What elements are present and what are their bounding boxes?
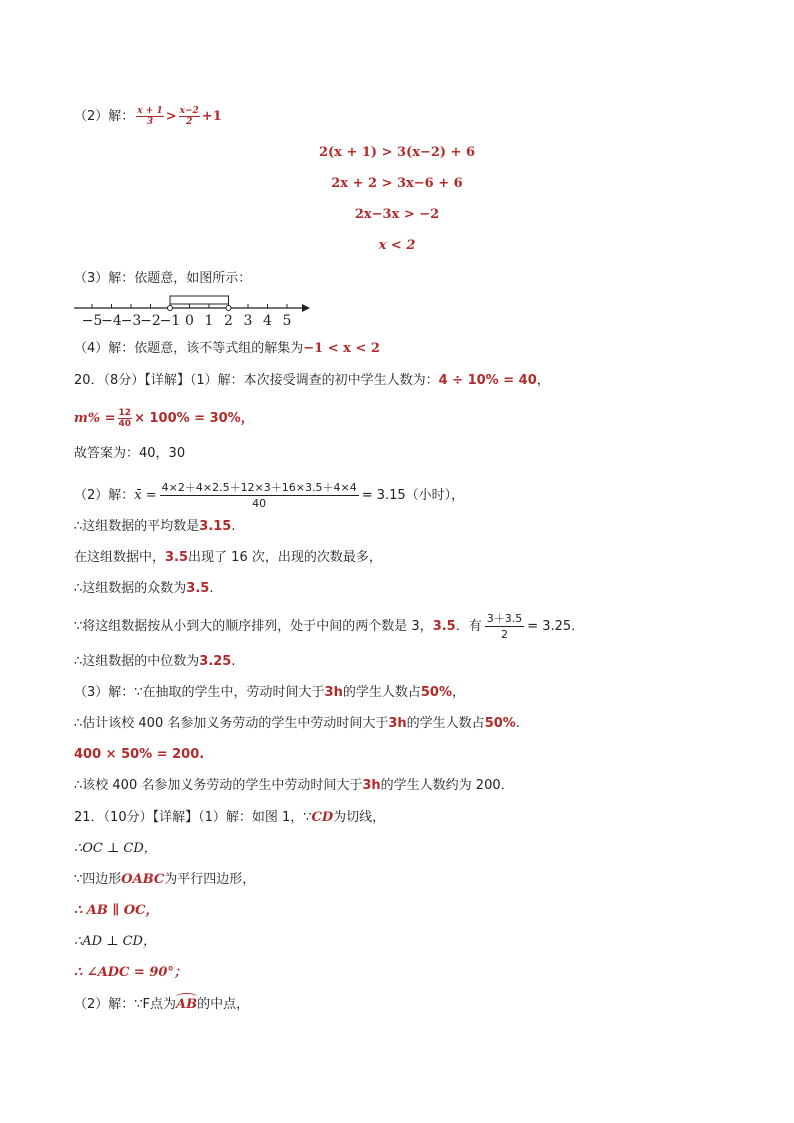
arc-ab: AB [176,997,198,1012]
step-3: 2x−3x > −2 [354,207,440,222]
q20-head-text: 20．（8分）【详解】（1）解：本次接受调查的初中学生人数为： [74,373,439,388]
q20-answer: 故答案为：40，30 [74,446,186,461]
l2-b: 3.5 [165,550,189,565]
l4-num: 3＋3.5 [486,612,523,625]
m-post: × 100% = 30%， [134,411,254,426]
open-circle-icon [168,306,173,311]
q21-line4: ∴AD ⊥ CD， [74,934,156,949]
l2-c: 出现了 16 次，出现的次数最多， [188,550,382,565]
q20-line2 [74,549,382,567]
q20-head-answer: 4 ÷ 10% = 40 [438,373,537,388]
mean-symbol: x̄ = [134,488,157,503]
l1-b: 3.15 [199,519,232,534]
number-line-label: −1 [159,313,181,329]
l3-a: ∴这组数据的众数为 [74,581,187,596]
number-line-label: 0 [185,313,194,329]
q21-line2 [74,871,255,889]
l4-b: 3.5 [432,619,456,634]
q20-line3 [74,580,213,598]
q21-head-c: 为切线， [333,810,386,825]
l6-d: 50% [420,685,452,700]
number-line-label: −2 [140,313,161,329]
l7-a: ∴估计该校 400 名参加义务劳动的学生中劳动时间大于 [74,716,389,731]
step-2: 2x + 2 > 3x−6 + 6 [331,176,463,191]
number-line-label: 4 [263,313,272,329]
q21-line1: ∴OC ⊥ CD， [74,841,157,856]
q20-head [74,372,550,390]
l9-a: ∴该校 400 名参加义务劳动的学生中劳动时间大于 [74,778,363,793]
mean-num: 4×2＋4×2.5＋12×3＋16×3.5＋4×4 [161,481,357,494]
q20-line9 [74,777,514,795]
l7-d: 50% [484,716,516,731]
q21-line6 [74,996,249,1014]
l5-a: ∴这组数据的中位数为 [74,654,200,669]
m-den: 40 [118,419,132,429]
l2-a: 在这组数据中， [74,550,166,565]
q20-line8: 400 × 50% = 200. [74,747,205,762]
step-4: x < 2 [378,238,416,253]
solution-interval [170,296,229,304]
l3-c: . [209,581,214,596]
mean-pre: （2）解： [74,488,135,503]
l4-a: ∵将这组数据按从小到大的顺序排列，处于中间的两个数是 3， [74,619,433,634]
q21-l2-c: 为平行四边形， [164,872,256,887]
q20-line4 [74,611,584,642]
l9-c: 的学生人数约为 200． [380,778,514,793]
q20-line6 [74,684,465,702]
m-label: m% = [74,411,116,426]
frac1-den: 3 [146,117,154,127]
step-1: 2(x + 1) > 3(x−2) + 6 [318,145,476,160]
l6-b: 3h [324,685,343,700]
open-circle-icon [226,306,231,311]
p3-label: （3）解：依题意，如图所示： [74,271,252,286]
q20-line1 [74,518,236,536]
p2-line [74,106,222,127]
m-num: 12 [118,408,132,418]
p2-inequality [134,106,222,127]
frac2-num: x−2 [179,106,199,116]
p2-label: （2）解： [74,109,135,124]
q20-head-end: ， [536,373,550,388]
frac2-den: 2 [186,117,193,127]
q21-l6-c: 的中点， [197,997,250,1012]
l7-c: 的学生人数占 [406,716,485,731]
p4-text: （4）解：依题意，该不等式组的解集为 [74,341,304,356]
q21-line3: ∴ AB ∥ OC， [74,903,159,918]
l4-d: = 3.25． [527,619,585,634]
l4-den: 2 [500,628,508,641]
l7-e: . [515,716,520,731]
mean-post: = 3.15（小时）， [361,488,465,503]
number-line [70,292,330,332]
p4-answer: −1 < x < 2 [303,341,380,356]
l6-c: 的学生人数占 [342,685,421,700]
mean-den: 40 [252,497,267,510]
number-line-label: −4 [101,313,122,329]
number-line-label: 3 [243,313,253,329]
l6-a: （3）解：∵在抽取的学生中，劳动时间大于 [74,685,325,700]
q21-head [74,809,385,827]
number-line-label: −5 [81,313,103,329]
frac1-num: x + 1 [137,106,163,116]
l3-b: 3.5 [186,581,210,596]
l7-b: 3h [388,716,407,731]
number-line-label: −3 [120,313,142,329]
q20-mean-line [74,480,464,511]
l5-b: 3.25 [199,654,232,669]
l5-c: . [231,654,236,669]
l9-b: 3h [362,778,381,793]
l6-e: ， [452,685,466,700]
p4-line [74,340,380,358]
q21-line5: ∴ ∠ADC = 90°； [74,965,187,980]
q21-l2-a: ∵四边形 [74,872,122,887]
q20-line5 [74,653,236,671]
q21-l6-a: （2）解：∵F点为 [74,997,177,1012]
l1-c: . [231,519,236,534]
q21-l2-b: OABC [121,872,165,887]
number-line-label: 2 [224,313,233,329]
l1-a: ∴这组数据的平均数是 [74,519,200,534]
q21-head-a: 21．（10分）【详解】（1）解：如图 1，∵ [74,810,312,825]
q21-head-b: CD [311,810,334,825]
ineq-op: > [165,109,177,124]
l4-c: ．有 [455,619,482,634]
q20-m-line [74,408,254,429]
ineq-tail: +1 [201,109,222,124]
q20-line7 [74,715,520,733]
number-line-label: 1 [204,313,214,329]
arrow-head-icon [302,304,310,312]
number-line-label: 5 [282,313,292,329]
